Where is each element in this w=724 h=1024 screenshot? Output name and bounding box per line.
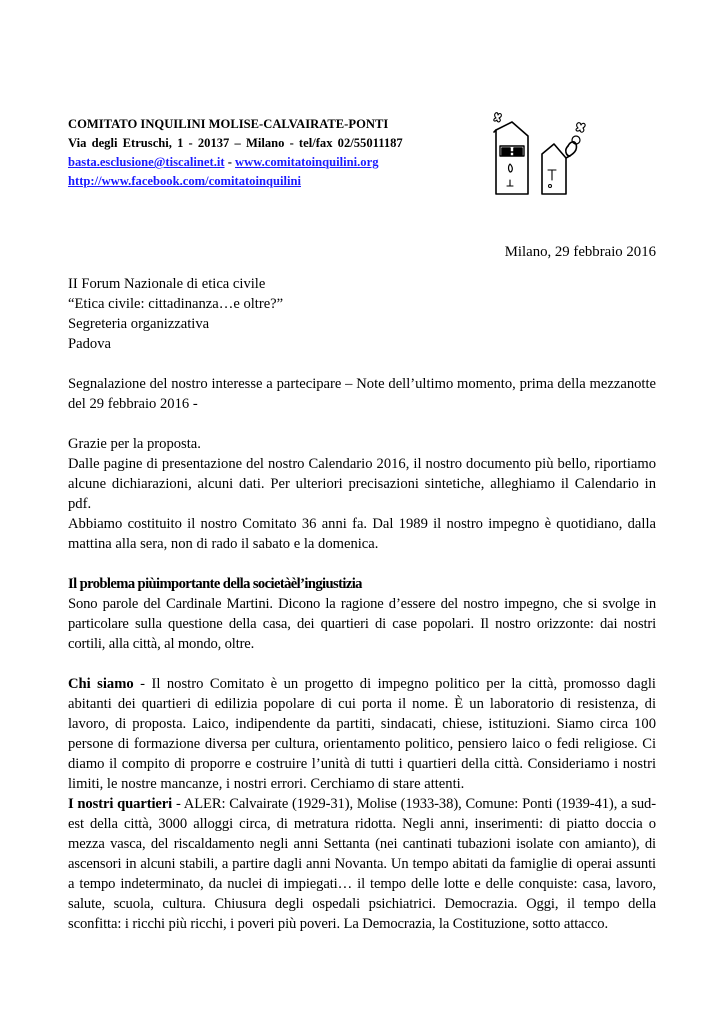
- link-separator: -: [224, 155, 236, 169]
- subject-line: Segnalazione del nostro interesse a partecipare – Note dell’ultimo momento, prima della mezzanotte del 29 febbraio 2016 -: [68, 376, 656, 412]
- intro-paragraph: Dalle pagine di presentazione del nostro Calendario 2016, il nostro documento più bello, riportiamo alcune dichiarazioni, alcuni dati. Per ulteriori precisazioni sintetiche, alleghiamo il Calendario in pdf.: [68, 456, 656, 512]
- section-heading: Il problema piùimportante della societàèl’ingiustizia: [68, 576, 362, 592]
- quartieri-text: - ALER: Calvairate (1929-31), Molise (1933-38), Comune: Ponti (1939-41), a sud-est della città, 3000 alloggi circa, di metratura ridotta. Negli anni, inserimenti: di piatto doccia o mezza vasca, del riscaldamento negli anni Settanta (nei cantinati tubazioni isolate con amianto), di ascensori in alcuni stabili, a partire dagli anni Novanta. Un tempo abitati da famiglie di operai assunti a tempo indeterminato, da nuclei di impiegati… il tempo delle lotte e delle conquiste: casa, lavoro, salute, scuola, cultura. Chiusura degli ospedali psichiatrici. Democrazia. Oggi, il tempo della sconfitta: i ricchi più ricchi, i poveri più poveri. La Democrazia, la Costituzione, sotto attacco.: [68, 796, 656, 932]
- quartieri-paragraph: [68, 794, 656, 934]
- recipient-line: II Forum Nazionale di etica civile: [68, 276, 266, 292]
- letter-body: [68, 274, 656, 934]
- facebook-link[interactable]: http://www.facebook.com/comitatoinquilini: [68, 174, 301, 188]
- intro-paragraph: Abbiamo costituito il nostro Comitato 36 anni fa. Dal 1989 il nostro impegno è quotidiano, dalla mattina alla sera, non di rado il sabato e la domenica.: [68, 516, 656, 552]
- houses-drawing-icon: [482, 110, 590, 202]
- chi-siamo-paragraph: [68, 674, 656, 794]
- recipient-line: Padova: [68, 336, 111, 352]
- intro-paragraph: Grazie per la proposta.: [68, 436, 201, 452]
- chi-siamo-label: Chi siamo: [68, 676, 134, 692]
- email-link[interactable]: basta.esclusione@tiscalinet.it: [68, 155, 225, 169]
- letterhead: [68, 115, 488, 191]
- chi-siamo-text: - Il nostro Comitato è un progetto di impegno politico per la città, promosso dagli abitanti dei quartieri di edilizia popolare di cui porta il nome. È un laboratorio di resistenza, di lavoro, di proposta. Laico, indipendente da partiti, sindacati, chiese, istituzioni. Siamo circa 100 persone di formazione diversa per cultura, orientamento politico, pensiero laico o fedi religiose. Ci diamo il compito di proporre e costruire l’unità di tutti i quartieri della città. Consideriamo i nostri limiti, le nostre mancanze, i nostri errori. Cerchiamo di stare attenti.: [68, 676, 656, 792]
- org-name: COMITATO INQUILINI MOLISE-CALVAIRATE-PONTI: [68, 117, 389, 131]
- recipient-line: “Etica civile: cittadinanza…e oltre?”: [68, 296, 284, 312]
- quartieri-label: I nostri quartieri: [68, 796, 173, 812]
- problem-paragraph: Sono parole del Cardinale Martini. Dicono la ragione d’essere del nostro impegno, che si svolge in particolare sulla questione della casa, dei quartieri di case popolari. Il nostro orizzonte: dai nostri cortili, alla città, al mondo, oltre.: [68, 596, 656, 652]
- letter-date: Milano, 29 febbraio 2016: [504, 244, 656, 260]
- recipient-line: Segreteria organizzativa: [68, 316, 210, 332]
- contact-links: [68, 153, 488, 172]
- website-link[interactable]: www.comitatoinquilini.org: [235, 155, 379, 169]
- facebook-row: [68, 172, 488, 191]
- org-address: Via degli Etruschi, 1 - 20137 – Milano - tel/fax 02/55011187: [68, 136, 403, 150]
